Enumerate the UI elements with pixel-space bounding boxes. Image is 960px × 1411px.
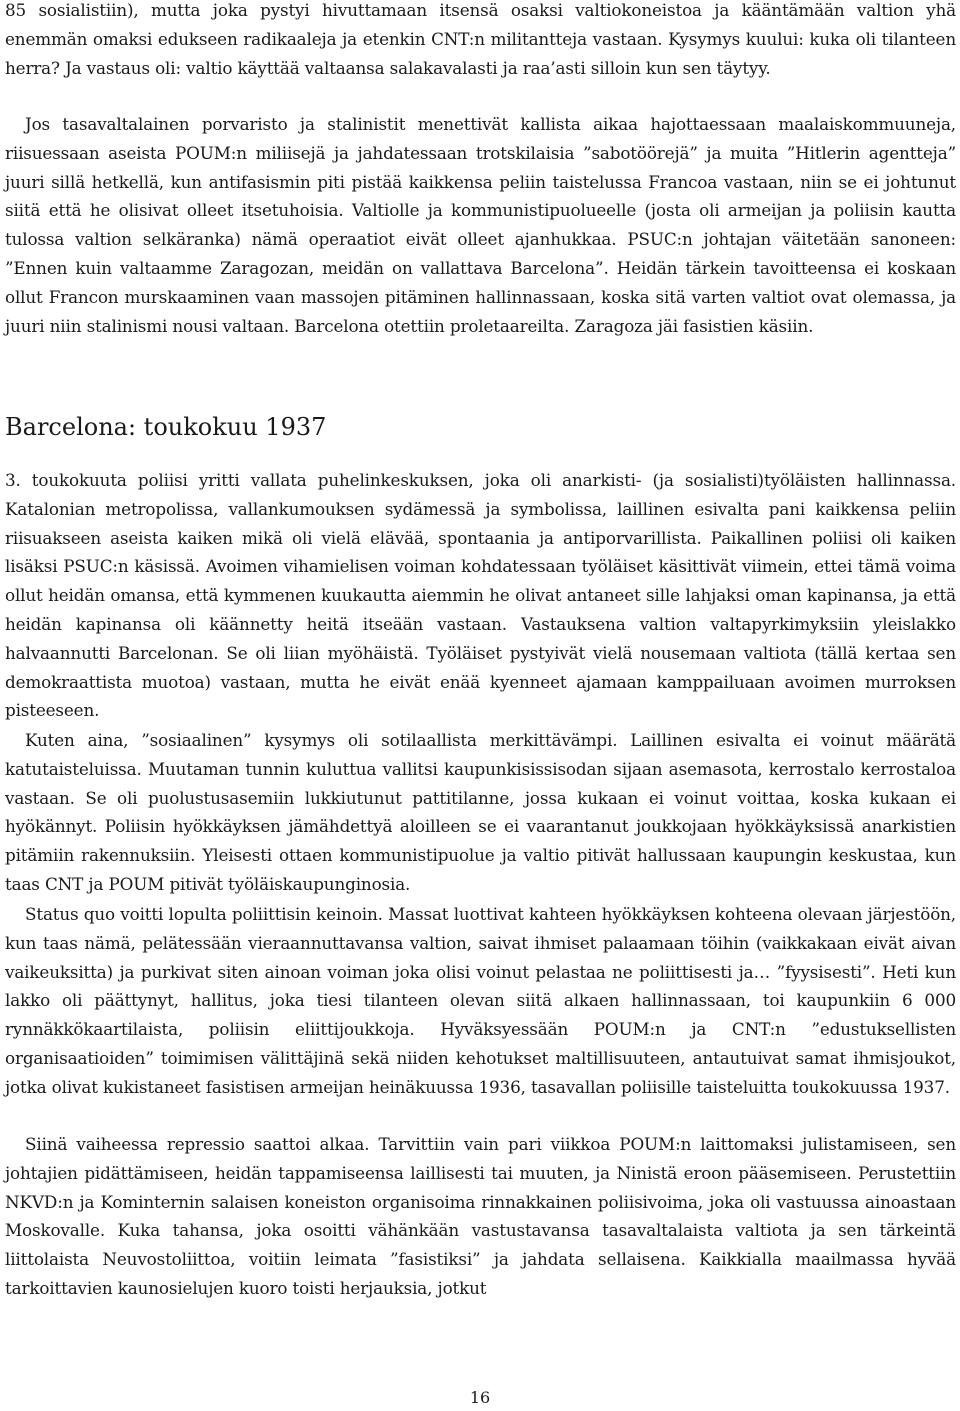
body-paragraph: 85 sosialistiin), mutta joka pystyi hivuttamaan itsensä osaksi valtiokoneistoa ja kääntämään valtion yhä enemmän omaksi edukseen radikaaleja ja etenkin CNT:n militantteja vastaan. Kysymys kuului: kuka oli tilanteen herra? Ja vastaus oli: valtio käyttää valtaansa salakavalasti ja raa’asti silloin kun sen täytyy. [5,0,956,78]
body-paragraph: Siinä vaiheessa repressio saattoi alkaa. Tarvittiin vain pari viikkoa POUM:n laittomaksi julistamiseen, sen johtajien pidättämiseen, heidän tappamiseensa laillisesti tai muuten, ja Ninistä eroon pääsemiseen. Perustettiin NKVD:n ja Kominternin salaisen koneiston organisoima rinnakkainen poliisivoima, joka oli vastuussa ainoastaan Moskovalle. Kuka tahansa, joka osoitti vähänkään vastustavansa tasavaltalaista valtiota ja sen tärkeintä liittolaista Neuvostoliittoa, voitiin leimata ”fasistiksi” ja jahdata sellaisena. Kaikkialla maailmassa hyvää tarkoittavien kaunosielujen kuoro toisti herjauksia, jotkut [5,1134,956,1298]
body-paragraph: Jos tasavaltalainen porvaristo ja stalinistit menettivät kallista aikaa hajottaessaan maalaiskommuuneja, riisuessaan aseista POUM:n miliisejä ja jahdatessaan trotskilaisia ”sabotöörejä” ja muita ”Hitlerin agentteja” juuri sillä hetkellä, kun antifasismin piti pistää kaikkensa peliin taistelussa Francoa vastaan, niin se ei johtunut siitä että he olisivat olleet itsetuhoisia. Valtiolle ja kommunistipuolueelle (josta oli armeijan ja poliisin kautta tulossa valtion selkäranka) nämä operaatiot eivät olleet ajanhukkaa. PSUC:n johtajan väitetään sanoneen: ”Ennen kuin valtaamme Zaragozan, meidän on vallattava Barcelona”. Heidän tärkein tavoitteensa ei koskaan ollut Francon murskaaminen vaan massojen pitäminen hallinnassaan, koska sitä varten valtiot ovat olemassa, ja juuri niin stalinismi nousi valtaan. Barcelona otettiin proletaareilta. Zaragoza jäi fasistien käsiin. [5,114,956,336]
body-paragraph: Kuten aina, ”sosiaalinen” kysymys oli sotilaallista merkittävämpi. Laillinen esivalta ei voinut määrätä katutaisteluissa. Muutaman tunnin kuluttua vallitsi kaupunkisissisodan sijaan asemasota, kerrostalo kerrostaloa vastaan. Se oli puolustusasemiin lukkiutunut pattitilanne, jossa kukaan ei voinut voittaa, koska kukaan ei hyökännyt. Poliisin hyökkäyksen jämähdettyä aloilleen se ei vaarantanut joukkojaan hyökkäyksissä anarkistien pitämiin rakennuksiin. Yleisesti ottaen kommunistipuolue ja valtio pitivät hallussaan kaupungin keskustaa, kun taas CNT ja POUM pitivät työläiskaupunginosia. [5,730,956,894]
page-number: 16 [469,1388,491,1407]
body-paragraph: Status quo voitti lopulta poliittisin keinoin. Massat luottivat kahteen hyökkäyksen kohteena olevaan järjestöön, kun taas nämä, pelätessään vieraannuttavansa valtion, saivat ihmiset palaamaan töihin (vaikkakaan eivät aivan vaikeuksitta) ja purkivat siten ainoan voiman joka olisi voinut pelastaa ne poliittisesti ja… ”fyysisesti”. Heti kun lakko oli päättynyt, hallitus, joka tiesi tilanteen olevan siitä alkaen hallinnassaan, toi kaupunkiin 6 000 rynnäkkökaartilaista, poliisin eliittijoukkoja. Hyväksyessään POUM:n ja CNT:n ”edustuksellisten organisaatioiden” toimimisen välittäjinä sekä niiden kehotukset maltillisuuteen, antautuivat samat ihmisjoukot, jotka olivat kukistaneet fasistisen armeijan heinäkuussa 1936, tasavallan poliisille taisteluitta toukokuussa 1937. [5,904,956,1097]
body-paragraph: 3. toukokuuta poliisi yritti vallata puhelinkeskuksen, joka oli anarkisti- (ja sosialisti)työläisten hallinnassa. Katalonian metropolissa, vallankumouksen sydämessä ja symbolissa, laillinen esivalta pani kaikkensa peliin riisuakseen aseista kaiken mikä oli vielä elävää, spontaania ja antiporvarillista. Paikallinen poliisi oli kaiken lisäksi PSUC:n käsissä. Avoimen vihamielisen voiman kohdatessaan työläiset käsittivät viimein, ettei tämä voima ollut heidän omansa, että kymmenen kuukautta aiemmin he olivat antaneet sille lahjaksi oman kapinansa, ja että heidän kapinansa oli käännetty heitä itseään vastaan. Vastauksena valtion valtapyrkimyksiin yleislakko halvaannutti Barcelonan. Se oli liian myöhäistä. Työläiset pystyivät vielä nousemaan valtiota (tällä kertaa sen demokraattista muotoa) vastaan, mutta he eivät enää kyenneet ajamaan kamppailuaan avoimen murroksen pisteeseen. [5,470,956,721]
section-heading: Barcelona: toukokuu 1937 [5,413,327,441]
